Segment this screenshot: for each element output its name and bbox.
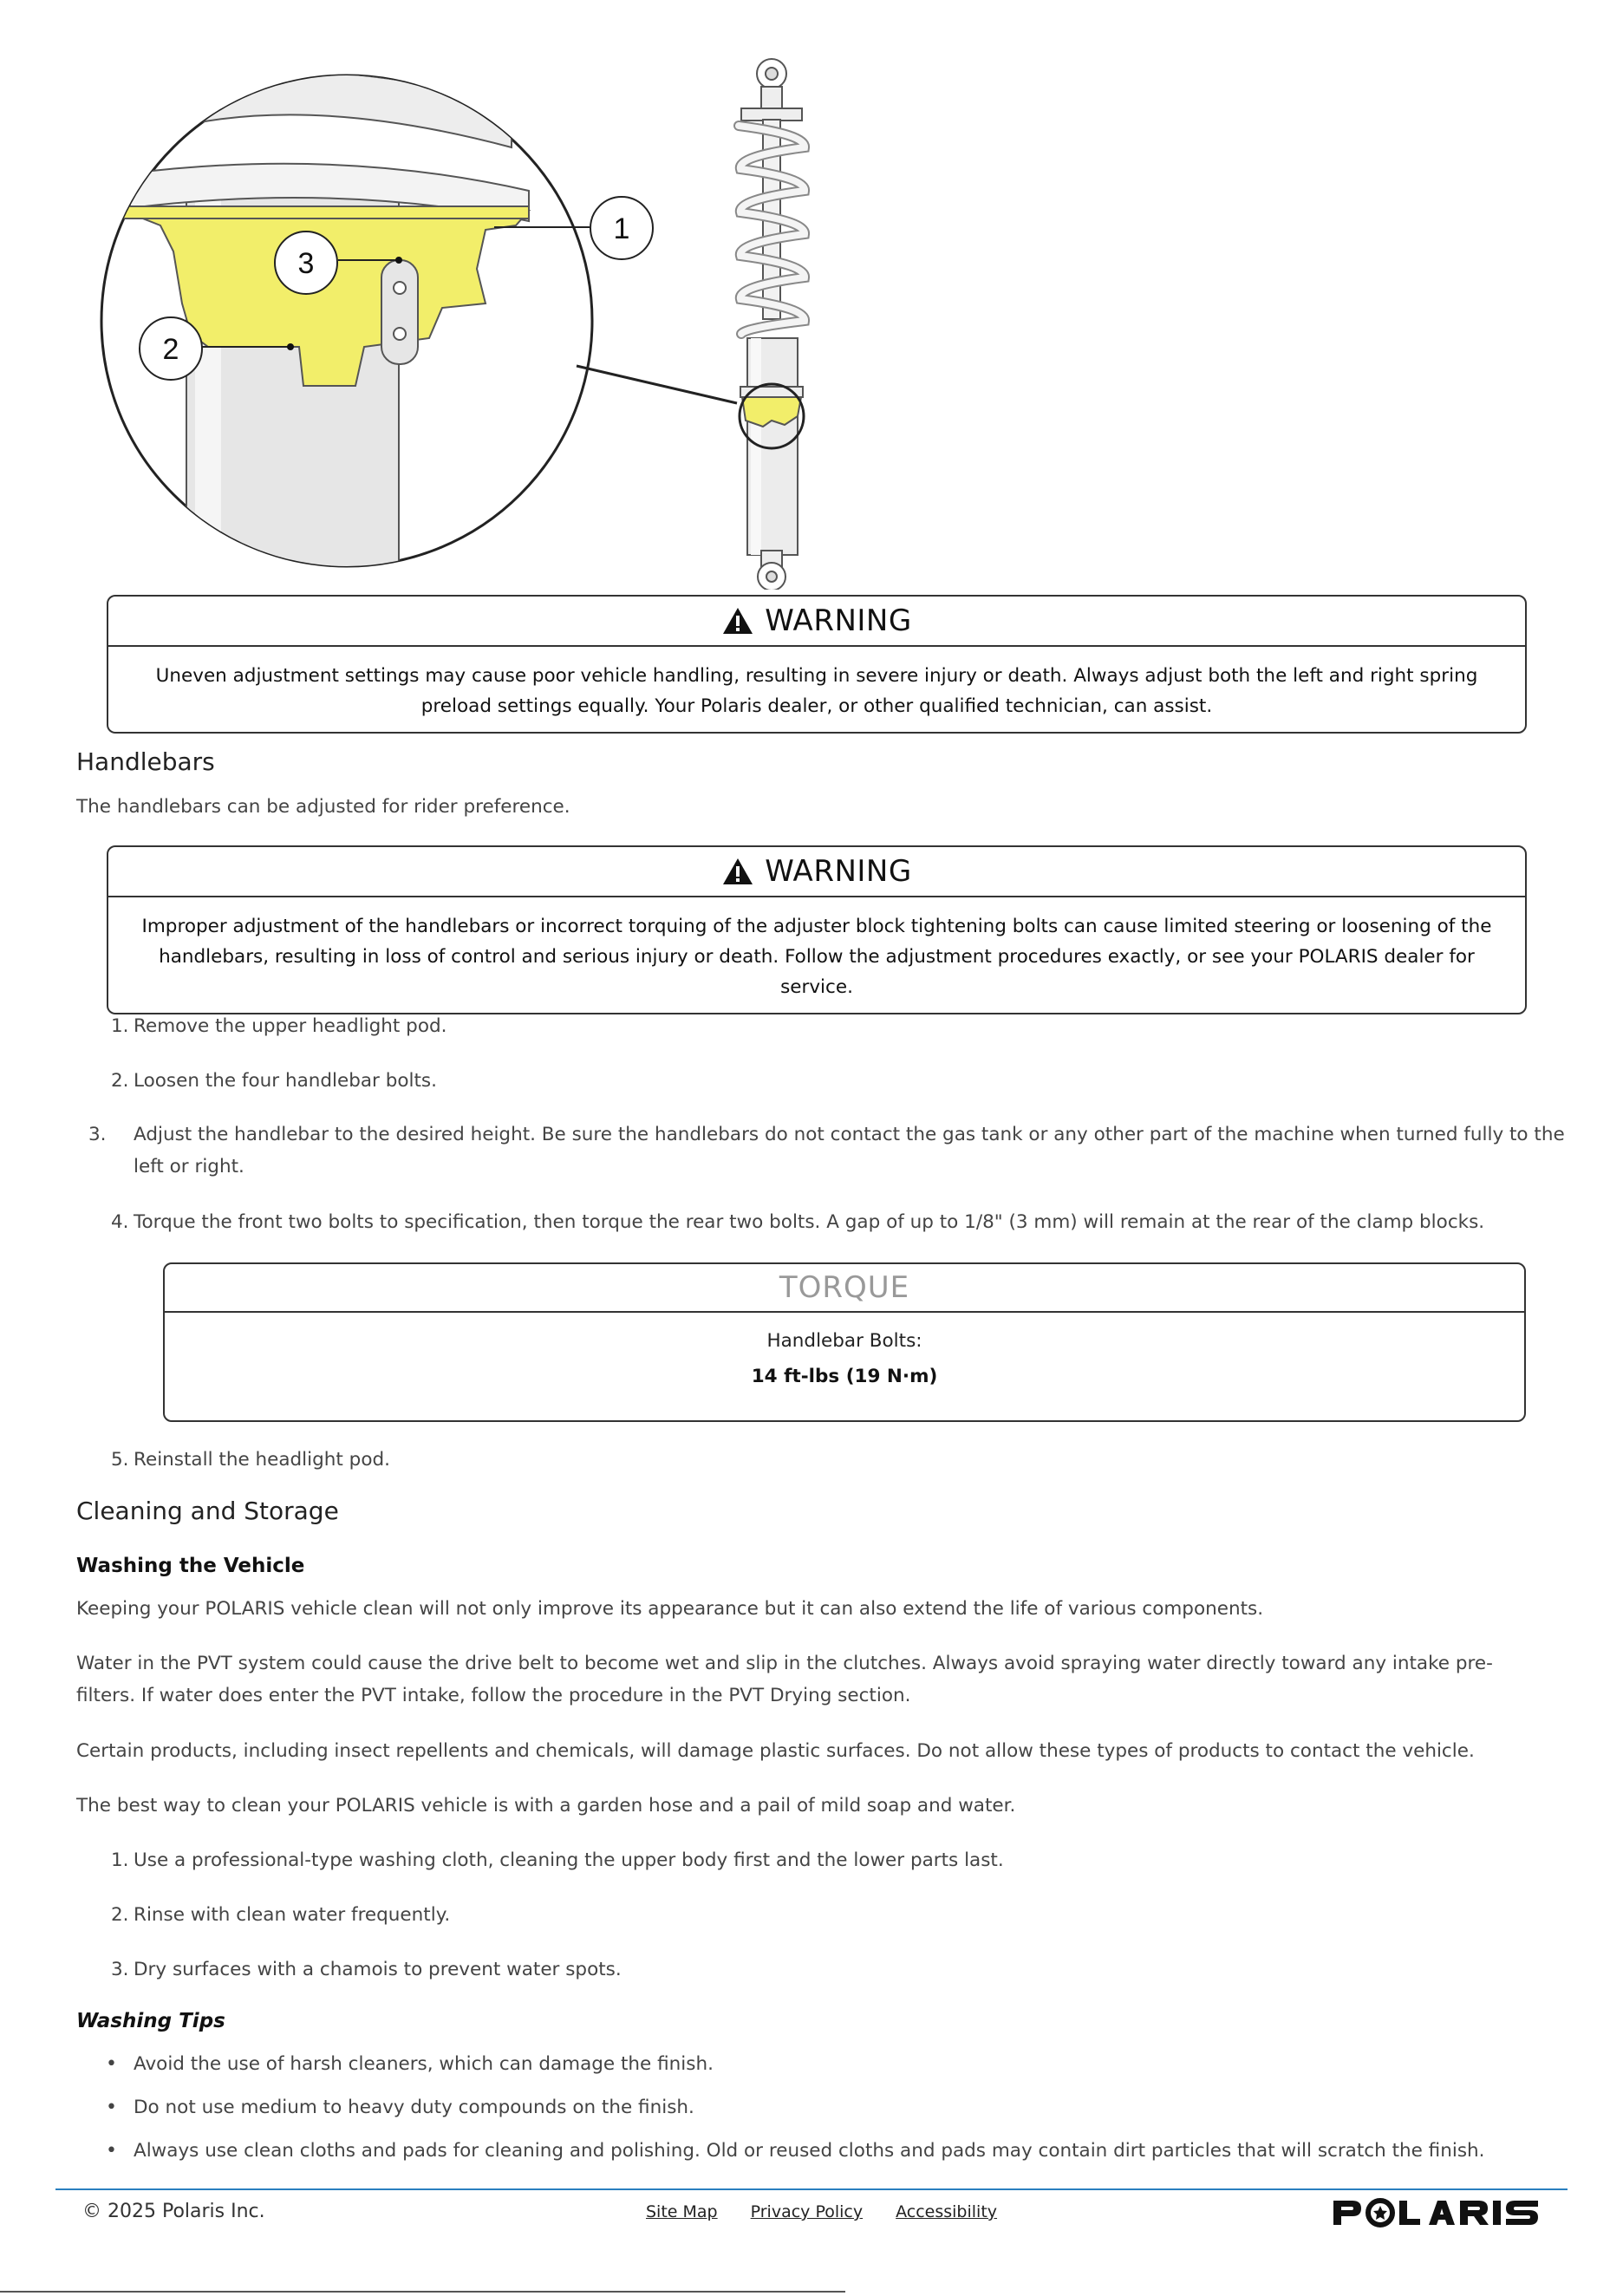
polaris-logo[interactable] (1332, 2197, 1540, 2228)
warning-triangle-icon (721, 857, 754, 886)
footer-copyright: © 2025 Polaris Inc. (82, 2201, 265, 2222)
spring-preload-warning (107, 595, 1527, 734)
washing-step-2: 2. Rinse with clean water frequently. (111, 1904, 451, 1926)
handlebar-step-1: 1. Remove the upper headlight pod. (111, 1015, 447, 1037)
washing-tip-2: • Do not use medium to heavy duty compounds on the finish. (106, 2091, 1545, 2123)
footer-divider (55, 2188, 1568, 2190)
cleaning-paragraph-2: Water in the PVT system could cause the drive belt to become wet and slip in the clutches. Always avoid spraying water directly toward any intake pre-filters. If water does enter the PVT intake, follow the procedure in the PVT Drying section. (76, 1653, 1493, 1706)
cleaning-heading: Cleaning and Storage (76, 1497, 339, 1525)
handlebar-step-3: 3. Adjust the handlebar to the desired height. Be sure the handlebars do not contact the gas tank or any other part of the machine when turned fully to the left or right. (88, 1124, 1565, 1177)
washing-tip-1: • Avoid the use of harsh cleaners, which can damage the finish. (106, 2048, 1545, 2080)
svg-text:3: 3 (297, 247, 315, 280)
bullet-dot-icon: • (106, 2140, 117, 2162)
handlebar-step-5: 5. Reinstall the headlight pod. (111, 1449, 390, 1471)
warning-header (108, 847, 1525, 897)
washing-tips-heading: Washing Tips (76, 2010, 225, 2032)
footer-links (646, 2202, 997, 2221)
cleaning-paragraph-4: The best way to clean your POLARIS vehicle is with a garden hose and a pail of mild soap and water. (76, 1795, 1016, 1817)
full-shock-absorber (739, 59, 805, 590)
callout-1 (590, 197, 653, 259)
washing-tip-3: • Always use clean cloths and pads for cleaning and polishing. Old or reused cloths and pads may contain dirt particles that will scratch the finish. (106, 2135, 1545, 2167)
bullet-dot-icon: • (106, 2097, 117, 2118)
bullet-dot-icon: • (106, 2053, 117, 2075)
handlebar-warning (107, 845, 1527, 1014)
warning-title: WARNING (765, 854, 912, 889)
warning-text: Uneven adjustment settings may cause poor vehicle handling, resulting in severe injury or death. Always adjust both the left and right spring preload settings equally. Your Polaris dealer, or other qualified technician, can assist. (155, 665, 1478, 717)
warning-triangle-icon (721, 606, 754, 636)
privacy-policy-link[interactable]: Privacy Policy (750, 2202, 864, 2221)
warning-title: WARNING (765, 603, 912, 638)
callout-2 (140, 317, 202, 380)
handlebars-intro: The handlebars can be adjusted for rider preference. (76, 796, 570, 818)
horizontal-scrollbar[interactable] (0, 2291, 845, 2293)
torque-value: 14 ft-lbs (19 N·m) (751, 1366, 938, 1387)
accessibility-link[interactable]: Accessibility (896, 2202, 998, 2221)
warning-text: Improper adjustment of the handlebars or incorrect torquing of the adjuster block tightening bolts can cause limited steering or loosening of the handlebars, resulting in loss of control and serious injury or death. Follow the adjustment procedures exactly, or see your POLARIS dealer for service. (141, 916, 1492, 998)
svg-text:1: 1 (613, 212, 630, 245)
torque-label: Handlebar Bolts: (766, 1330, 922, 1352)
torque-spec-box (163, 1262, 1526, 1422)
washing-step-3: 3. Dry surfaces with a chamois to prevent water spots. (111, 1959, 622, 1980)
handlebars-heading: Handlebars (76, 747, 215, 776)
shock-preload-illustration (78, 52, 858, 590)
washing-step-1: 1. Use a professional-type washing cloth, cleaning the upper body first and the lower parts last. (111, 1849, 1004, 1871)
cleaning-paragraph-3: Certain products, including insect repellents and chemicals, will damage plastic surfaces. Do not allow these types of products to contact the vehicle. (76, 1740, 1475, 1762)
handlebar-step-4: 4. Torque the front two bolts to specification, then torque the rear two bolts. A gap of up to 1/8" (3 mm) will remain at the rear of the clamp blocks. (111, 1211, 1485, 1233)
handlebar-step-2: 2. Loosen the four handlebar bolts. (111, 1070, 437, 1092)
torque-title: TORQUE (165, 1264, 1524, 1313)
cleaning-paragraph-1: Keeping your POLARIS vehicle clean will not only improve its appearance but it can also extend the life of various components. (76, 1598, 1264, 1620)
washing-vehicle-heading: Washing the Vehicle (76, 1555, 305, 1577)
svg-text:2: 2 (162, 333, 179, 366)
callout-3 (275, 232, 337, 294)
site-map-link[interactable]: Site Map (646, 2202, 718, 2221)
warning-header (108, 597, 1525, 647)
